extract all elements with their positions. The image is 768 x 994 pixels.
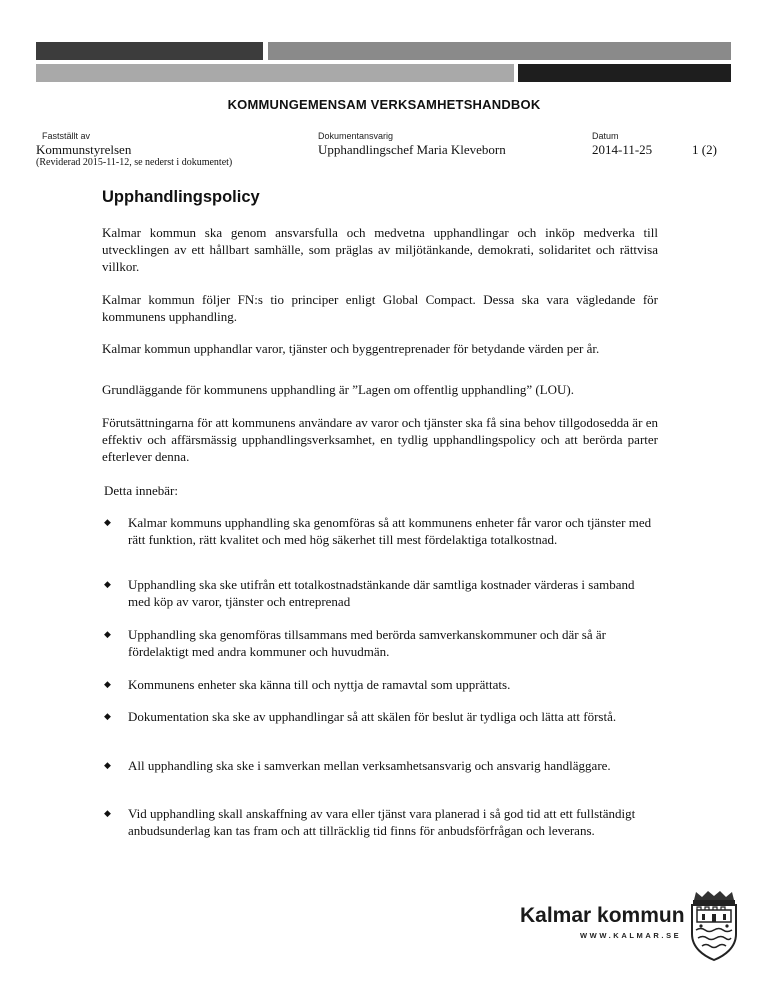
paragraph: Kalmar kommun upphandlar varor, tjänster och byggentreprenader för betydande värden per år. [102, 341, 600, 356]
list-item-text: All upphandling ska ske i samverkan mellan verksamhetsansvarig och ansvarig handläggare. [128, 758, 611, 773]
list-item-text: Vid upphandling skall anskaffning av vara eller tjänst vara planerad i så god tid att ett fullständigt anbudsunderlag kan tas fram och att tillräcklig tid finns för anbudsförfrågan och leverans. [128, 806, 636, 838]
header-bar-black [518, 64, 731, 82]
logo-name: Kalmar kommun [520, 904, 685, 927]
diamond-bullet-icon: ◆ [104, 517, 111, 527]
fastst-label: Fastställt av [42, 131, 91, 141]
diamond-bullet-icon: ◆ [104, 760, 111, 770]
paragraph: Förutsättningarna för att kommunens användare av varor och tjänster ska få sina behov tillgodosedda är en effektiv och affärsmässig upphandlingsverksamhet, en tydlig upphandlingspolicy och att berörda parter efterlever denna. [102, 415, 658, 464]
list-item-text: Kalmar kommuns upphandling ska genomföras så att kommunens enheter får varor och tjänster med rätt funktion, rätt kvalitet och med hög säkerhet till mest fördelaktiga totalkostnad. [128, 515, 652, 547]
diamond-bullet-icon: ◆ [104, 711, 111, 721]
diamond-bullet-icon: ◆ [104, 808, 111, 818]
diamond-bullet-icon: ◆ [104, 579, 111, 589]
list-item-text: Upphandling ska ske utifrån ett totalkostnadstänkande där samtliga kostnader värderas i samband med köp av varor, tjänster och entreprenad [128, 577, 635, 609]
header-bar-dark [36, 42, 263, 60]
kalmar-logo [520, 890, 745, 960]
revised-note: (Reviderad 2015-11-12, se nederst i dokumentet) [36, 157, 233, 168]
diamond-bullet-icon: ◆ [104, 679, 111, 689]
document-title: Upphandlingspolicy [102, 188, 260, 206]
diamond-bullet-icon: ◆ [104, 629, 111, 639]
list-item-text: Dokumentation ska ske av upphandlingar så att skälen för beslut är tydliga och lätta att förstå. [128, 709, 617, 724]
header-bar-light [36, 64, 514, 82]
fastst-value: Kommunstyrelsen [36, 142, 132, 157]
dokansv-value: Upphandlingschef Maria Kleveborn [318, 142, 506, 157]
logo-url: WWW.KALMAR.SE [580, 931, 682, 940]
datum-value: 2014-11-25 [592, 142, 653, 157]
paragraph: Detta innebär: [104, 483, 178, 498]
dokansv-label: Dokumentansvarig [318, 131, 394, 141]
paragraph: Grundläggande för kommunens upphandling är ”Lagen om offentlig upphandling” (LOU). [102, 382, 574, 397]
list-item-text: Upphandling ska genomföras tillsammans med berörda samverkanskommuner och där så är fördelaktigt med andra kommuner och huvudmän. [128, 627, 606, 659]
list-item-text: Kommunens enheter ska känna till och nyttja de ramavtal som upprättats. [128, 677, 511, 692]
datum-label: Datum [592, 131, 619, 141]
page-number: 1 (2) [692, 142, 717, 157]
header-bar-grey [268, 42, 731, 60]
kalmar-crest-icon [684, 890, 744, 962]
paragraph: Kalmar kommun följer FN:s tio principer enligt Global Compact. Dessa ska vara vägledande för kommunens upphandling. [102, 292, 658, 324]
handbook-title: KOMMUNGEMENSAM VERKSAMHETSHANDBOK [227, 97, 541, 112]
paragraph: Kalmar kommun ska genom ansvarsfulla och medvetna upphandlingar och inköp medverka till utvecklingen av ett hållbart samhälle, som präglas av miljötänkande, demokrati, solidaritet och rättvisa villkor. [102, 225, 658, 274]
